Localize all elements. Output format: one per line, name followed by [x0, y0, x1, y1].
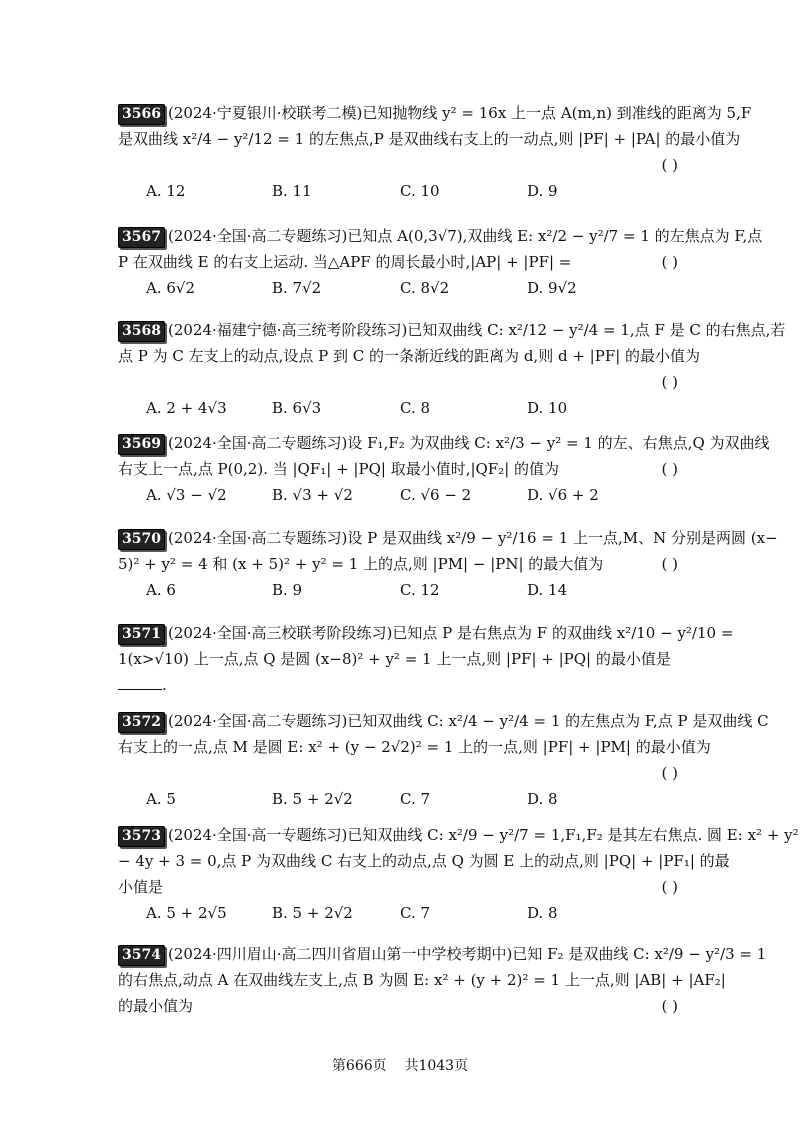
- option-b: B. 5 + 2√2: [272, 790, 353, 808]
- option-b: B. 5 + 2√2: [272, 904, 353, 922]
- question-line: 右支上一点,点 P(0,2). 当 |QF₁| + |PQ| 取最小值时,|QF₂| 的值为 ( ): [118, 456, 678, 482]
- option-c: C. 7: [400, 904, 431, 922]
- answer-bracket: ( ): [661, 764, 678, 782]
- question-line: 3566 (2024·宁夏银川·校联考二模)已知抛物线 y² = 16x 上一点 A(m,n) 到准线的距离为 5,F: [118, 100, 678, 126]
- question-3573: [118, 822, 799, 926]
- option-c: C. 8√2: [400, 279, 450, 297]
- option-a: A. 5 + 2√5: [146, 904, 227, 922]
- options: [118, 395, 678, 421]
- answer-blank-line: .: [118, 672, 678, 698]
- question-line: 的右焦点,动点 A 在双曲线左支上,点 B 为圆 E: x² + (y + 2)² = 1 上一点,则 |AB| + |AF₂|: [118, 971, 726, 989]
- option-c: C. 8: [400, 399, 431, 417]
- answer-bracket: ( ): [661, 253, 678, 271]
- question-3571: [118, 620, 734, 698]
- question-number-badge: 3572: [118, 712, 165, 733]
- question-line: − 4y + 3 = 0,点 P 为双曲线 C 右支上的动点,点 Q 为圆 E 上的动点,则 |PQ| + |PF₁| 的最: [118, 852, 730, 870]
- question-number-badge: 3570: [118, 529, 165, 550]
- question-line: 3574 (2024·四川眉山·高二四川省眉山第一中学校考期中)已知 F₂ 是双曲线 C: x²/9 − y²/3 = 1: [118, 941, 678, 967]
- option-c: C. √6 − 2: [400, 486, 472, 504]
- option-a: A. 6: [146, 581, 176, 599]
- question-number-badge: 3571: [118, 624, 165, 645]
- options: [118, 178, 678, 204]
- question-line: 1(x>√10) 上一点,点 Q 是圆 (x−8)² + y² = 1 上一点,则 |PF| + |PQ| 的最小值是: [118, 650, 671, 668]
- question-3572: [118, 708, 769, 812]
- question-3568: [118, 317, 786, 421]
- question-line: 3568 (2024·福建宁德·高三统考阶段练习)已知双曲线 C: x²/12 − y²/4 = 1,点 F 是 C 的右焦点,若: [118, 317, 678, 343]
- question-number-badge: 3569: [118, 434, 165, 455]
- question-line: 3572 (2024·全国·高二专题练习)已知双曲线 C: x²/4 − y²/4 = 1 的左焦点为 F,点 P 是双曲线 C: [118, 708, 678, 734]
- question-line: 小值是 ( ): [118, 874, 678, 900]
- question-line: 3570 (2024·全国·高二专题练习)设 P 是双曲线 x²/9 − y²/16 = 1 上一点,M、N 分别是两圆 (x−: [118, 525, 678, 551]
- options: [118, 900, 678, 926]
- option-d: D. 9√2: [527, 279, 577, 297]
- question-number-badge: 3574: [118, 945, 165, 966]
- question-line: P 在双曲线 E 的右支上运动. 当△APF 的周长最小时,|AP| + |PF| = ( ): [118, 249, 678, 275]
- option-b: B. 7√2: [272, 279, 322, 297]
- option-d: D. 8: [527, 790, 558, 808]
- question-number-badge: 3566: [118, 104, 165, 125]
- option-a: A. √3 − √2: [146, 486, 227, 504]
- option-d: D. 9: [527, 182, 558, 200]
- options: [118, 577, 678, 603]
- option-c: C. 7: [400, 790, 431, 808]
- question-line: 3571 (2024·全国·高三校联考阶段练习)已知点 P 是右焦点为 F 的双曲线 x²/10 − y²/10 =: [118, 620, 678, 646]
- option-c: C. 10: [400, 182, 440, 200]
- option-a: A. 5: [146, 790, 176, 808]
- page-total: 共1043页: [404, 1058, 469, 1074]
- question-line: 右支上的一点,点 M 是圆 E: x² + (y − 2√2)² = 1 上的一点,则 |PF| + |PM| 的最小值为: [118, 738, 711, 756]
- option-d: D. 10: [527, 399, 568, 417]
- question-3574: [118, 941, 767, 1019]
- option-b: B. √3 + √2: [272, 486, 353, 504]
- option-b: B. 6√3: [272, 399, 322, 417]
- answer-bracket: ( ): [661, 878, 678, 896]
- question-line: 5)² + y² = 4 和 (x + 5)² + y² = 1 上的点,则 |PM| − |PN| 的最大值为 ( ): [118, 551, 678, 577]
- option-d: D. 14: [527, 581, 568, 599]
- question-number-badge: 3573: [118, 826, 165, 847]
- question-line: 3567 (2024·全国·高二专题练习)已知点 A(0,3√7),双曲线 E: x²/2 − y²/7 = 1 的左焦点为 F,点: [118, 223, 678, 249]
- answer-bracket: ( ): [661, 555, 678, 573]
- question-3569: [118, 430, 770, 508]
- question-line: 点 P 为 C 左支上的动点,设点 P 到 C 的一条渐近线的距离为 d,则 d + |PF| 的最小值为: [118, 347, 701, 365]
- options: [118, 482, 678, 508]
- answer-line: [118, 152, 678, 178]
- option-a: A. 6√2: [146, 279, 196, 297]
- option-a: A. 2 + 4√3: [146, 399, 227, 417]
- question-3566: [118, 100, 752, 204]
- answer-bracket: ( ): [661, 373, 678, 391]
- question-number-badge: 3567: [118, 227, 165, 248]
- option-b: B. 11: [272, 182, 312, 200]
- question-3570: [118, 525, 778, 603]
- question-line: 3573 (2024·全国·高一专题练习)已知双曲线 C: x²/9 − y²/7 = 1,F₁,F₂ 是其左右焦点. 圆 E: x² + y²: [118, 822, 678, 848]
- page-footer: [0, 1055, 800, 1075]
- option-d: D. √6 + 2: [527, 486, 599, 504]
- option-b: B. 9: [272, 581, 303, 599]
- option-d: D. 8: [527, 904, 558, 922]
- answer-line: [118, 369, 678, 395]
- question-line: 的最小值为 ( ): [118, 993, 678, 1019]
- question-number-badge: 3568: [118, 321, 165, 342]
- answer-bracket: ( ): [661, 460, 678, 478]
- option-c: C. 12: [400, 581, 440, 599]
- answer-blank[interactable]: [118, 673, 162, 690]
- option-a: A. 12: [146, 182, 186, 200]
- answer-bracket: ( ): [661, 156, 678, 174]
- options: [118, 786, 678, 812]
- question-3567: [118, 223, 763, 301]
- answer-line: [118, 760, 678, 786]
- options: [118, 275, 678, 301]
- question-line: 是双曲线 x²/4 − y²/12 = 1 的左焦点,P 是双曲线右支上的一动点,则 |PF| + |PA| 的最小值为: [118, 130, 741, 148]
- answer-bracket: ( ): [661, 997, 678, 1015]
- page-number: 第666页: [331, 1058, 387, 1074]
- question-line: 3569 (2024·全国·高二专题练习)设 F₁,F₂ 为双曲线 C: x²/3 − y² = 1 的左、右焦点,Q 为双曲线: [118, 430, 678, 456]
